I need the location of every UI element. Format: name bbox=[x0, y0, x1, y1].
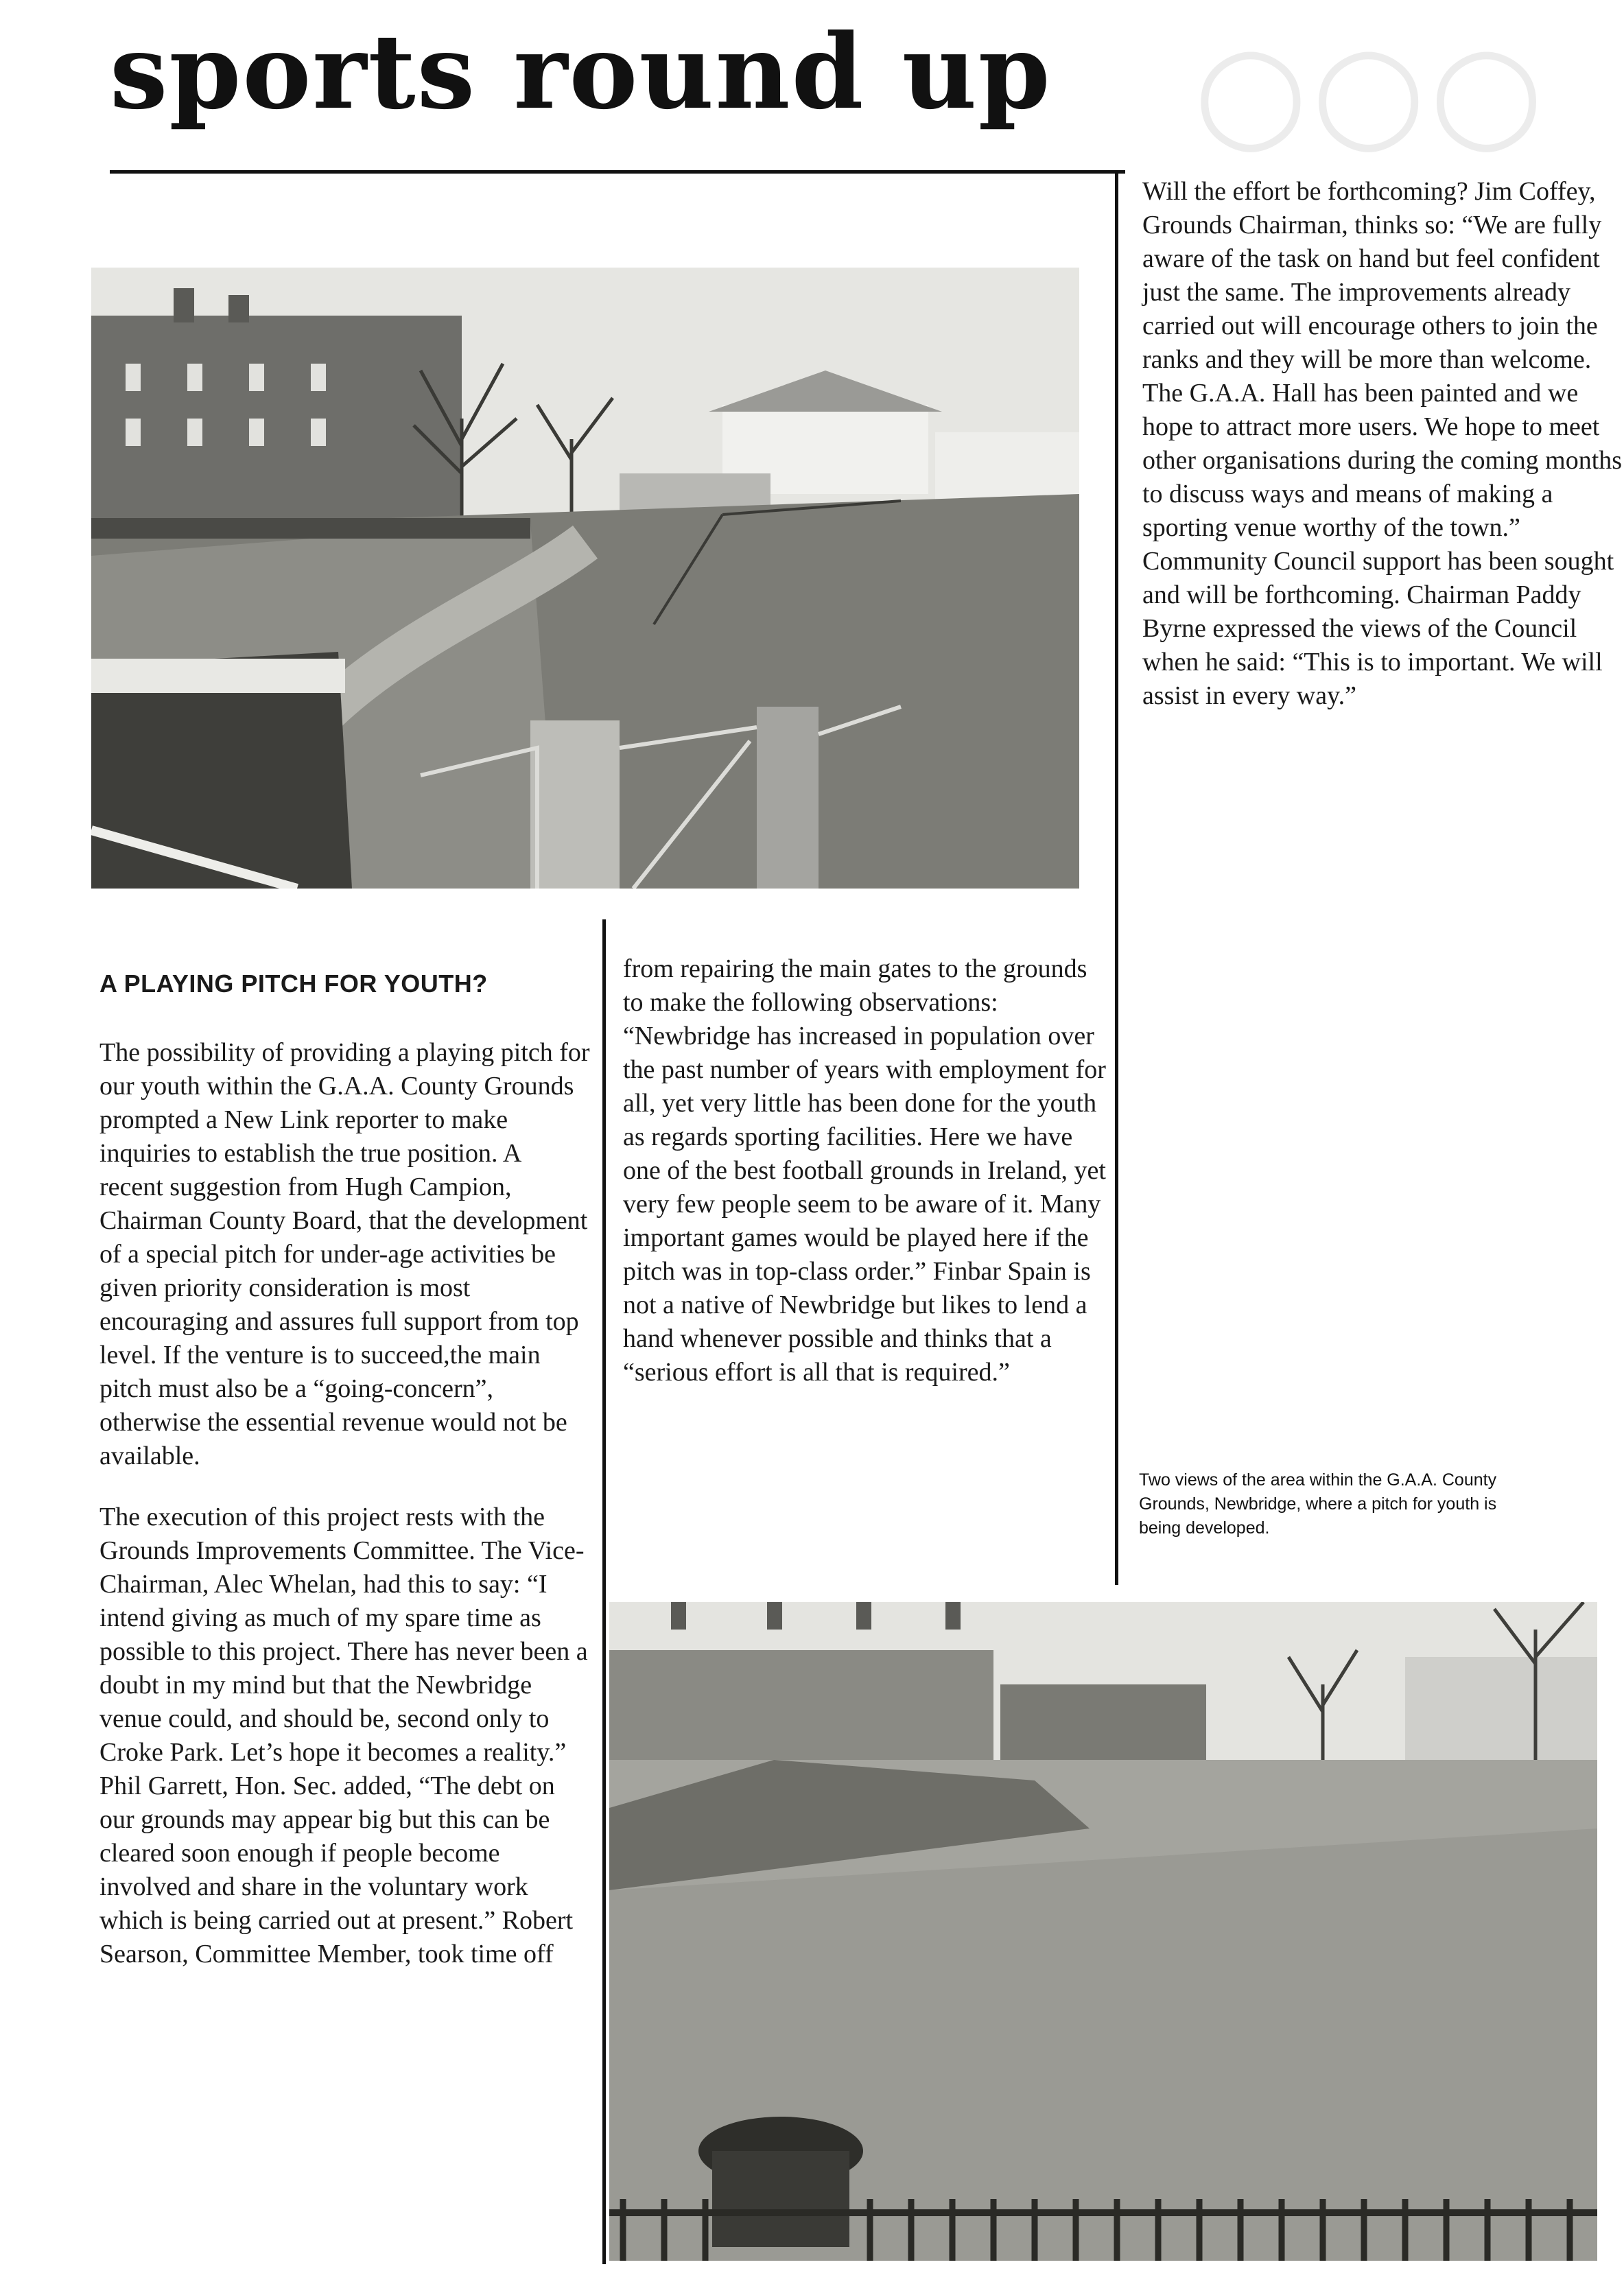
article-heading: A PLAYING PITCH FOR YOUTH? bbox=[99, 969, 488, 998]
bottom-photo-illustration bbox=[609, 1602, 1597, 2261]
middle-column bbox=[623, 952, 1107, 1417]
photo-caption: Two views of the area within the G.A.A. County Grounds, Newbridge, where a pitch for youth is being developed. bbox=[1139, 1470, 1497, 1538]
bottom-photo bbox=[609, 1602, 1597, 2261]
middle-column-paragraph-1: from repairing the main gates to the grounds to make the following observations: “Newbridge has increased in population over the past number of years with employment for all, yet very little has been done for the youth as regards sporting facilities. Here we have one of the best football grounds in Ireland, yet very few people seem to be aware of it. Many important games would be played here if the pitch was in top-class order.” Finbar Spain is not a native of Newbridge but likes to lend a hand whenever possible and thinks that a “serious effort is all that is required.” bbox=[623, 954, 1106, 1387]
title-rule bbox=[110, 170, 1125, 174]
right-column-paragraph-1: Will the effort be forthcoming? Jim Coffey, Grounds Chairman, thinks so: “We are fully aware of the task on hand but feel confident just the same. The improvements already carried out will encourage others to join the ranks and they will be more than welcome. The G.A.A. Hall has been painted and we hope to attract more users. We hope to meet other organisations during the coming months to discuss ways and means of making a sporting venue worthy of the town.” Community Council support has been sought and will be forthcoming. Chairman Paddy Byrne expressed the views of the Council when he said: “This is to important. We will assist in every way.” bbox=[1142, 177, 1623, 710]
left-column bbox=[99, 969, 590, 1999]
top-photo bbox=[91, 268, 1079, 889]
left-column-paragraph-1: The possibility of providing a playing pitch for our youth within the G.A.A. County Grounds prompted a New Link reporter to make inquiries to establish the true position. A recent suggestion from Hugh Campion, Chairman County Board, that the development of a special pitch for under-age activities be given priority consideration is most encouraging and assures full support from top level. If the venture is to succeed,the main pitch must also be a “going-concern”, otherwise the essential revenue would not be available. bbox=[99, 1038, 590, 1470]
page-title: sports round up bbox=[110, 12, 1052, 132]
right-column-rule bbox=[1115, 172, 1118, 1585]
left-column-paragraph-2: The execution of this project rests with the Grounds Improvements Committee. The Vice-Chairman, Alec Whelan, had this to say: “I intend giving as much of my spare time as possible to this project. There has never been a doubt in my mind but that the Newbridge venue could, and should be, second only to Croke Park. Let’s hope it becomes a reality.” Phil Garrett, Hon. Sec. added, “The debt on our grounds may appear big but this can be cleared soon enough if people become involved and share in the voluntary work which is being carried out at present.” Robert Searson, Committee Member, took time off bbox=[99, 1503, 588, 1968]
middle-column-rule bbox=[602, 919, 606, 2264]
top-photo-illustration bbox=[91, 268, 1079, 889]
show-through-shape: ○○○ bbox=[1194, 14, 1548, 167]
right-column bbox=[1142, 175, 1623, 740]
